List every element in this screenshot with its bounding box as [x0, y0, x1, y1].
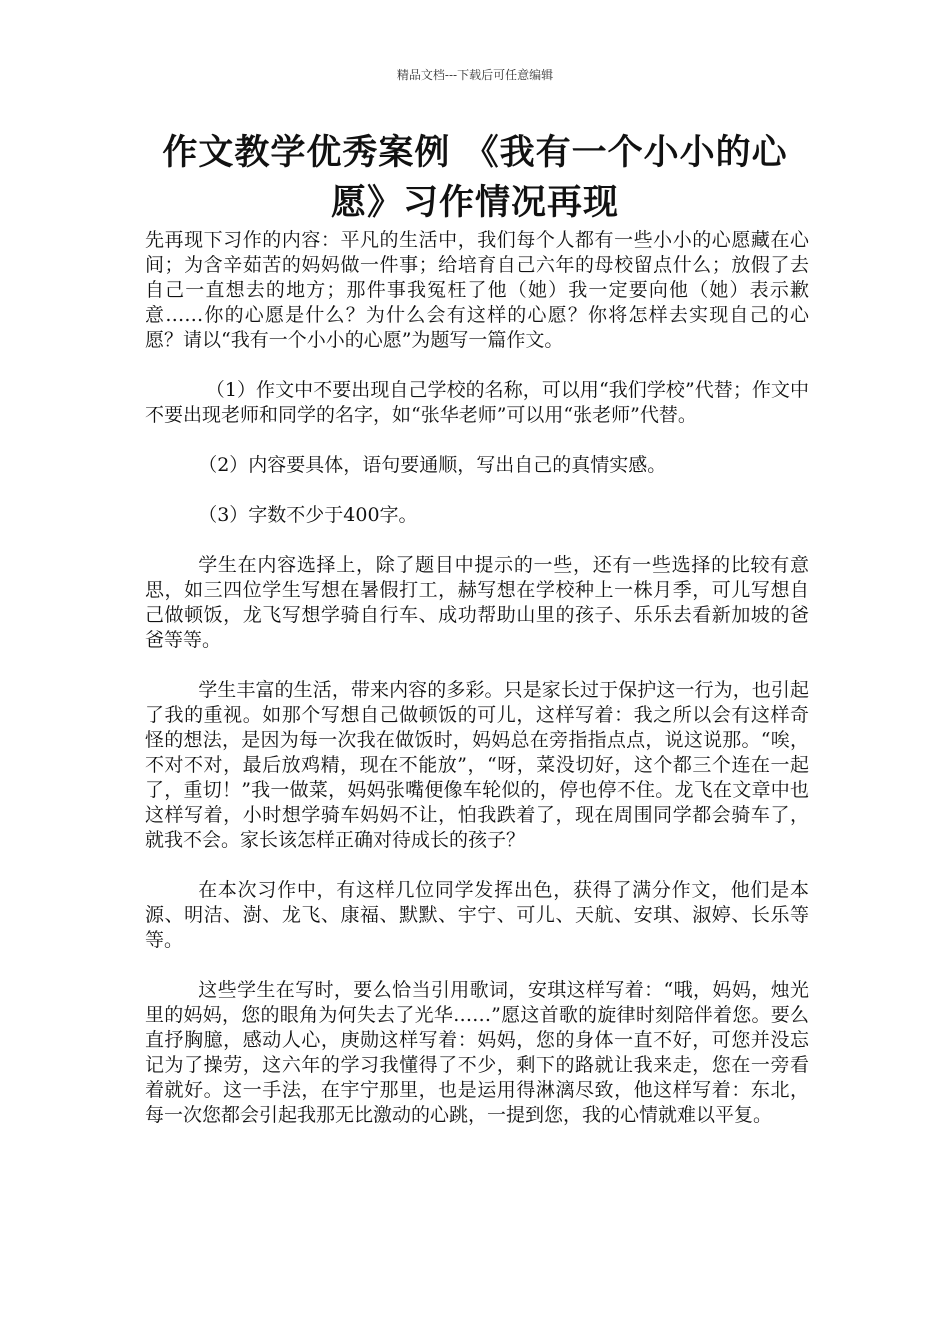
paragraph-content-choice: 学生在内容选择上，除了题目中提示的一些，还有一些选择的比较有意思，如三四位学生写想在暑假打工，赫写想在学校种上一株月季，可儿写想自己做顿饭，龙飞写想学骑自行车、成功帮助山里的孩子、乐乐去看新加坡的爸爸等等。 [145, 554, 809, 651]
paragraph-requirement-2: （2）内容要具体，语句要通顺，写出自己的真情实感。 [198, 454, 667, 476]
document-title: 作文教学优秀案例 《我有一个小小的心愿》习作情况再现 [162, 132, 788, 223]
document-body [145, 228, 809, 1153]
paragraph-writing-techniques: 这些学生在写时，要么恰当引用歌词，安琪这样写着：“哦，妈妈，烛光里的妈妈，您的眼角为何失去了光华……”愿这首歌的旋律时刻陪伴着您。要么直抒胸臆，感动人心，庚勋这样写着：妈妈，您的身体一直不好，可您并没忘记为了操劳，这六年的学习我懂得了不少，剩下的路就让我来走，您在一旁看着就好。这一手法，在宇宁那里，也是运用得淋漓尽致，他这样写着：东北，每一次您都会引起我那无比激动的心跳，一提到您，我的心情就难以平复。 [145, 979, 809, 1126]
paragraph-top-students: 在本次习作中，有这样几位同学发挥出色，获得了满分作文，他们是本源、明洁、澍、龙飞、康福、默默、宇宁、可儿、天航、安琪、淑婷、长乐等等。 [145, 879, 809, 951]
paragraph-prompt: 先再现下习作的内容：平凡的生活中，我们每个人都有一些小小的心愿藏在心间；为含辛茹苦的妈妈做一件事；给培育自己六年的母校留点什么；放假了去自己一直想去的地方；那件事我冤枉了他（她）我一定要向他（她）表示歉意……你的心愿是什么？为什么会有这样的心愿？你将怎样去实现自己的心愿？请以“我有一个小小的心愿”为题写一篇作文。 [145, 229, 809, 351]
paragraph-requirement-1: （1）作文中不要出现自己学校的名称，可以用“我们学校”代替；作文中不要出现老师和同学的名字，如“张华老师”可以用“张老师”代替。 [145, 379, 809, 426]
paragraph-requirement-3: （3）字数不少于400字。 [198, 504, 418, 526]
paragraph-family-life: 学生丰富的生活，带来内容的多彩。只是家长过于保护这一行为，也引起了我的重视。如那个写想自己做顿饭的可儿，这样写着：我之所以会有这样奇怪的想法，是因为每一次我在做饭时，妈妈总在旁指指点点，说这说那。“唉，不对不对，最后放鸡精，现在不能放”，“呀，菜没切好，这个都三个连在一起了，重切！”我一做菜，妈妈张嘴便像车轮似的，停也停不住。龙飞在文章中也这样写着，小时想学骑车妈妈不让，怕我跌着了，现在周围同学都会骑车了，就我不会。家长该怎样正确对待成长的孩子？ [145, 679, 809, 851]
page-header: 精品文档---下载后可任意编辑 [396, 68, 554, 82]
